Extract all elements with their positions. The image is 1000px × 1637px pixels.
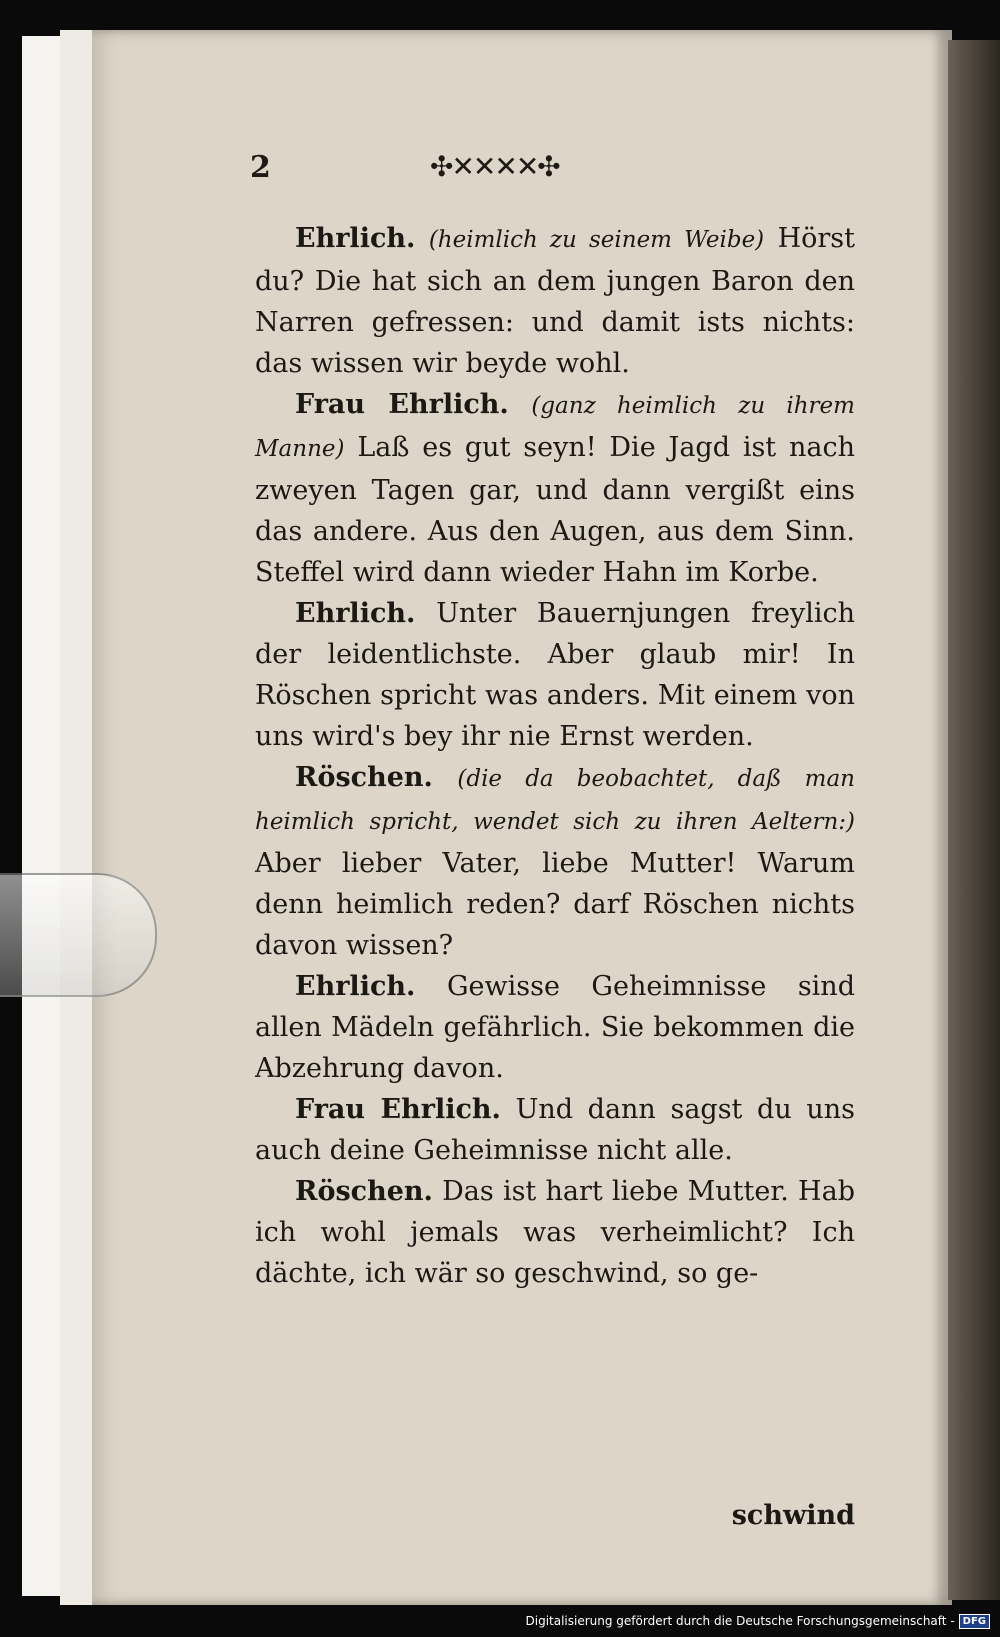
dialogue-text: Das ist hart liebe Mutter. Hab ich wohl jemals was verheimlicht? Ich dächte, ich wär so geschwind, so ge- (255, 1176, 855, 1289)
header-ornament: ✣✕✕✕✕✣ (430, 150, 559, 183)
dialogue-text: Gewisse Geheimnisse sind allen Mädeln gefährlich. Sie bekommen die Abzehrung davon. (255, 971, 855, 1084)
dialogue-text: Aber lieber Vater, liebe Mutter! Warum denn heimlich reden? darf Röschen nichts davon wissen? (255, 848, 855, 961)
scanner-thumb-clip (0, 873, 157, 997)
footer-text: Digitalisierung gefördert durch die Deutsche Forschungsgemeinschaft - (525, 1614, 955, 1628)
dfg-logo-icon: DFG (959, 1614, 990, 1629)
dialogue-text: Laß es gut seyn! Die Jagd ist nach zweyen Tagen gar, und dann vergißt eins das andere. Aus den Augen, aus dem Sinn. Steffel wird dann wieder Hahn im Korbe. (255, 432, 855, 588)
paragraph (255, 384, 855, 593)
speaker-name: Frau Ehrlich. (295, 1094, 501, 1125)
paragraph (255, 757, 855, 966)
speaker-name: Frau Ehrlich. (295, 389, 509, 420)
speaker-name: Röschen. (295, 1176, 433, 1207)
dialogue-text: Unter Bauernjungen freylich der leidentlichste. Aber glaub mir! In Röschen spricht was anders. Mit einem von uns wird's bey ihr nie Ernst werden. (255, 598, 855, 752)
page-text (255, 218, 856, 1531)
stage-direction: (ganz heimlich zu ihrem Manne) (255, 393, 855, 462)
page-header (250, 150, 890, 190)
paragraph (255, 218, 855, 384)
catchword: schwind (731, 1500, 855, 1531)
paragraph (255, 966, 855, 1089)
speaker-name: Röschen. (295, 762, 433, 793)
book-spine-shadow (948, 40, 1000, 1600)
stage-direction: (heimlich zu seinem Weibe) (428, 227, 765, 253)
speaker-name: Ehrlich. (295, 223, 416, 254)
stage-direction: (die da beobachtet, daß man heimlich spricht, wendet sich zu ihren Aeltern:) (255, 766, 855, 835)
speaker-name: Ehrlich. (295, 971, 416, 1002)
paragraph (255, 1171, 855, 1294)
digitization-footer (526, 1611, 991, 1631)
paragraph (255, 593, 855, 757)
speaker-name: Ehrlich. (295, 598, 416, 629)
paragraph (255, 1089, 855, 1171)
page-number: 2 (250, 150, 271, 185)
dialogue-text: Hörst du? Die hat sich an dem jungen Baron den Narren gefressen: und damit ists nichts: das wissen wir beyde wohl. (255, 223, 855, 379)
dialogue-text: Und dann sagst du uns auch deine Geheimnisse nicht alle. (255, 1094, 856, 1166)
